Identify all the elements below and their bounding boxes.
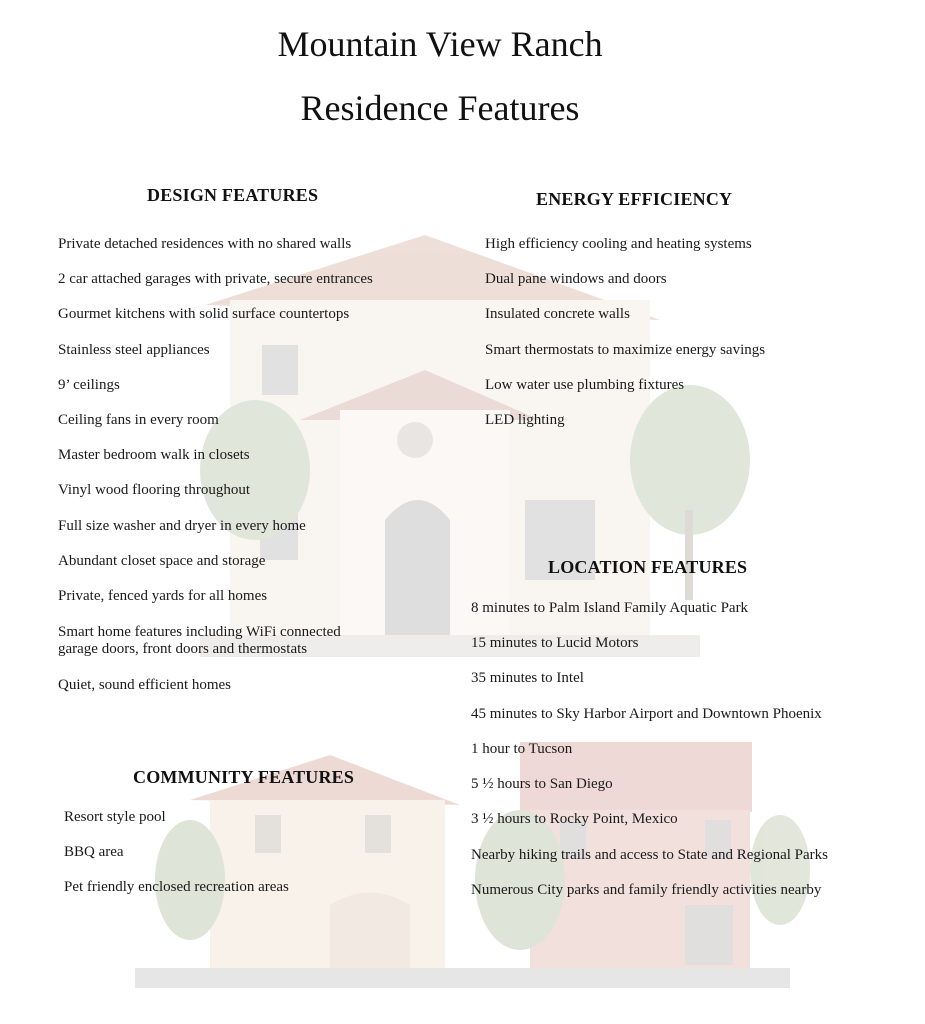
design-features-heading: DESIGN FEATURES: [147, 185, 319, 205]
title-line-1: Mountain View Ranch: [277, 24, 603, 64]
list-item: Full size washer and dryer in every home: [58, 518, 306, 534]
list-item: Vinyl wood flooring throughout: [58, 482, 251, 498]
list-item: Insulated concrete walls: [485, 306, 630, 322]
list-item: Master bedroom walk in closets: [58, 447, 250, 463]
list-item: 5 ½ hours to San Diego: [471, 776, 613, 792]
list-item: 9’ ceilings: [58, 377, 120, 393]
list-item: 1 hour to Tucson: [471, 741, 573, 757]
tree-lower-right: [475, 810, 565, 950]
list-item: 8 minutes to Palm Island Family Aquatic Park: [471, 600, 749, 616]
list-item: LED lighting: [485, 412, 565, 428]
list-item: High efficiency cooling and heating systems: [485, 236, 752, 252]
list-item: 2 car attached garages with private, secure entrances: [58, 271, 373, 287]
list-item: Ceiling fans in every room: [58, 412, 219, 428]
list-item: Dual pane windows and doors: [485, 271, 667, 287]
list-item: 45 minutes to Sky Harbor Airport and Downtown Phoenix: [471, 706, 822, 722]
upper-house-window-left: [262, 345, 298, 395]
list-item: Private detached residences with no shared walls: [58, 236, 352, 252]
list-item: BBQ area: [64, 844, 124, 860]
list-item: 3 ½ hours to Rocky Point, Mexico: [471, 811, 678, 827]
list-item: Quiet, sound efficient homes: [58, 677, 232, 693]
community-features-heading: COMMUNITY FEATURES: [133, 767, 355, 787]
title-line-2: Residence Features: [300, 88, 580, 128]
list-item: 35 minutes to Intel: [471, 670, 584, 686]
energy-efficiency-heading: ENERGY EFFICIENCY: [536, 189, 733, 209]
list-item: Private, fenced yards for all homes: [58, 588, 268, 604]
list-item: Gourmet kitchens with solid surface countertops: [58, 306, 350, 322]
list-item: Stainless steel appliances: [58, 342, 210, 358]
list-item: Pet friendly enclosed recreation areas: [64, 879, 289, 895]
upper-house-round-window: [397, 422, 433, 458]
page-title: [0, 26, 880, 126]
list-item: Low water use plumbing fixtures: [485, 377, 685, 393]
list-item: Smart home features including WiFi connected garage doors, front doors and thermostats: [58, 624, 341, 657]
ground: [135, 968, 790, 988]
list-item: Nearby hiking trails and access to State and Regional Parks: [471, 847, 828, 863]
location-features-heading: LOCATION FEATURES: [548, 557, 748, 577]
list-item: Numerous City parks and family friendly activities nearby: [471, 882, 822, 898]
list-item: 15 minutes to Lucid Motors: [471, 635, 639, 651]
list-item: Smart thermostats to maximize energy savings: [485, 342, 766, 358]
list-item: Resort style pool: [64, 809, 166, 825]
upper-house-arch-door: [385, 500, 450, 640]
list-item: Abundant closet space and storage: [58, 553, 266, 569]
